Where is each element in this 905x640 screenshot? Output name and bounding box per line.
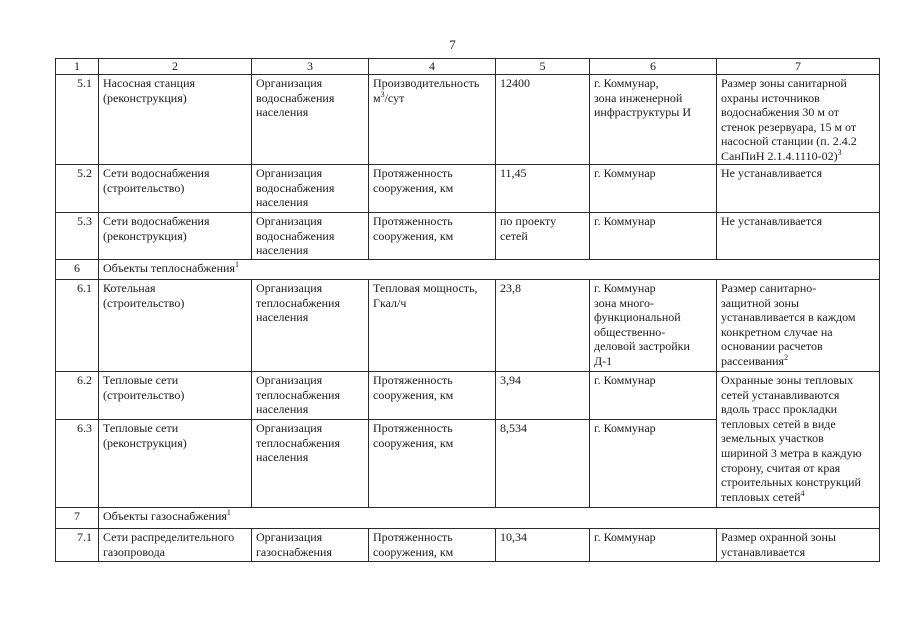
location: г. Коммунар	[590, 213, 717, 260]
page-number: 7	[449, 37, 456, 52]
header-row	[56, 59, 880, 75]
location: г. Коммунар	[590, 529, 717, 562]
header-cell: 4	[369, 59, 496, 75]
zone-text: Размер зоны санитарной охраны источников водоснабжения 30 м от стенок резервуара, 15 м от насосной станции (п. 2.4.2 СанПиН 2.1.4.1110-02)	[721, 76, 857, 163]
zone	[717, 280, 880, 372]
organization: Организация водоснабжения населения	[252, 75, 369, 165]
object-name: Тепловые сети (реконструкция)	[99, 420, 252, 508]
zone	[717, 75, 880, 165]
footnote-ref: 1	[226, 508, 231, 517]
table-row	[56, 280, 880, 372]
row-number: 6.1	[56, 280, 99, 372]
footnote-ref: 2	[784, 352, 789, 362]
row-number: 6.3	[56, 420, 99, 508]
object-name: Сети водоснабжения (строительство)	[99, 165, 252, 213]
section-number: 6	[56, 260, 99, 280]
parameter: Протяженность сооружения, км	[369, 165, 496, 213]
table-row	[56, 372, 880, 420]
parameter: Протяженность сооружения, км	[369, 213, 496, 260]
object-name: Сети водоснабжения (реконструкция)	[99, 213, 252, 260]
footnote-ref: 3	[837, 147, 842, 157]
parameter: Протяженность сооружения, км	[369, 420, 496, 508]
row-number: 5.1	[56, 75, 99, 165]
value: 3,94	[496, 372, 590, 420]
section-title	[99, 508, 880, 529]
zone-text: Размер санитарно- защитной зоны устанавливается в каждом конкретном случае на основании расчетов рассеивания	[721, 281, 856, 368]
value: 10,34	[496, 529, 590, 562]
object-name: Котельная (строительство)	[99, 280, 252, 372]
section-row	[56, 508, 880, 529]
section-number: 7	[56, 508, 99, 529]
section-title-text: Объекты газоснабжения	[103, 509, 227, 523]
organization: Организация теплоснабжения населения	[252, 280, 369, 372]
row-number: 6.2	[56, 372, 99, 420]
object-name: Сети распределительного газопровода	[99, 529, 252, 562]
row-number: 5.2	[56, 165, 99, 213]
location: г. Коммунар	[590, 165, 717, 213]
section-row	[56, 260, 880, 280]
value: 12400	[496, 75, 590, 165]
value: по проекту сетей	[496, 213, 590, 260]
header-cell: 5	[496, 59, 590, 75]
parameter-suffix: /сут	[384, 90, 405, 105]
parameter: Протяженность сооружения, км	[369, 372, 496, 420]
row-number: 7.1	[56, 529, 99, 562]
table-row	[56, 165, 880, 213]
section-title	[99, 260, 880, 280]
zone-text: Охранные зоны тепловых сетей устанавливаются вдоль трасс прокладки тепловых сетей в виде земельных участков шириной 3 метра в каждую сторону, считая от края строительных конструкций тепловых сетей	[721, 373, 862, 504]
organization: Организация водоснабжения населения	[252, 213, 369, 260]
parameter	[369, 75, 496, 165]
location: г. Коммунар	[590, 420, 717, 508]
object-name: Насосная станция (реконструкция)	[99, 75, 252, 165]
header-cell: 1	[56, 59, 99, 75]
header-cell: 7	[717, 59, 880, 75]
table-row	[56, 213, 880, 260]
object-name: Тепловые сети (строительство)	[99, 372, 252, 420]
parameter: Тепловая мощность, Гкал/ч	[369, 280, 496, 372]
header-cell: 3	[252, 59, 369, 75]
value: 23,8	[496, 280, 590, 372]
organization: Организация теплоснабжения населения	[252, 420, 369, 508]
footnote-ref: 1	[234, 260, 239, 269]
section-title-text: Объекты теплоснабжения	[103, 261, 235, 275]
table-row	[56, 75, 880, 165]
zone: Размер охранной зоны устанавливается	[717, 529, 880, 562]
location: г. Коммунар зона много- функциональной общественно- деловой застройки Д-1	[590, 280, 717, 372]
row-number: 5.3	[56, 213, 99, 260]
location: г. Коммунар, зона инженерной инфраструктуры И	[590, 75, 717, 165]
zone: Не устанавливается	[717, 165, 880, 213]
parameter: Протяженность сооружения, км	[369, 529, 496, 562]
parameter-text: Производительность м	[373, 76, 480, 105]
organization: Организация газоснабжения	[252, 529, 369, 562]
header-cell: 2	[99, 59, 252, 75]
table-row	[56, 529, 880, 562]
header-cell: 6	[590, 59, 717, 75]
zone: Не устанавливается	[717, 213, 880, 260]
organization: Организация теплоснабжения населения	[252, 372, 369, 420]
value: 8,534	[496, 420, 590, 508]
superscript: 3	[380, 89, 385, 99]
zone	[717, 372, 880, 508]
data-table	[55, 58, 880, 562]
value: 11,45	[496, 165, 590, 213]
location: г. Коммунар	[590, 372, 717, 420]
organization: Организация водоснабжения населения	[252, 165, 369, 213]
footnote-ref: 4	[800, 488, 805, 498]
